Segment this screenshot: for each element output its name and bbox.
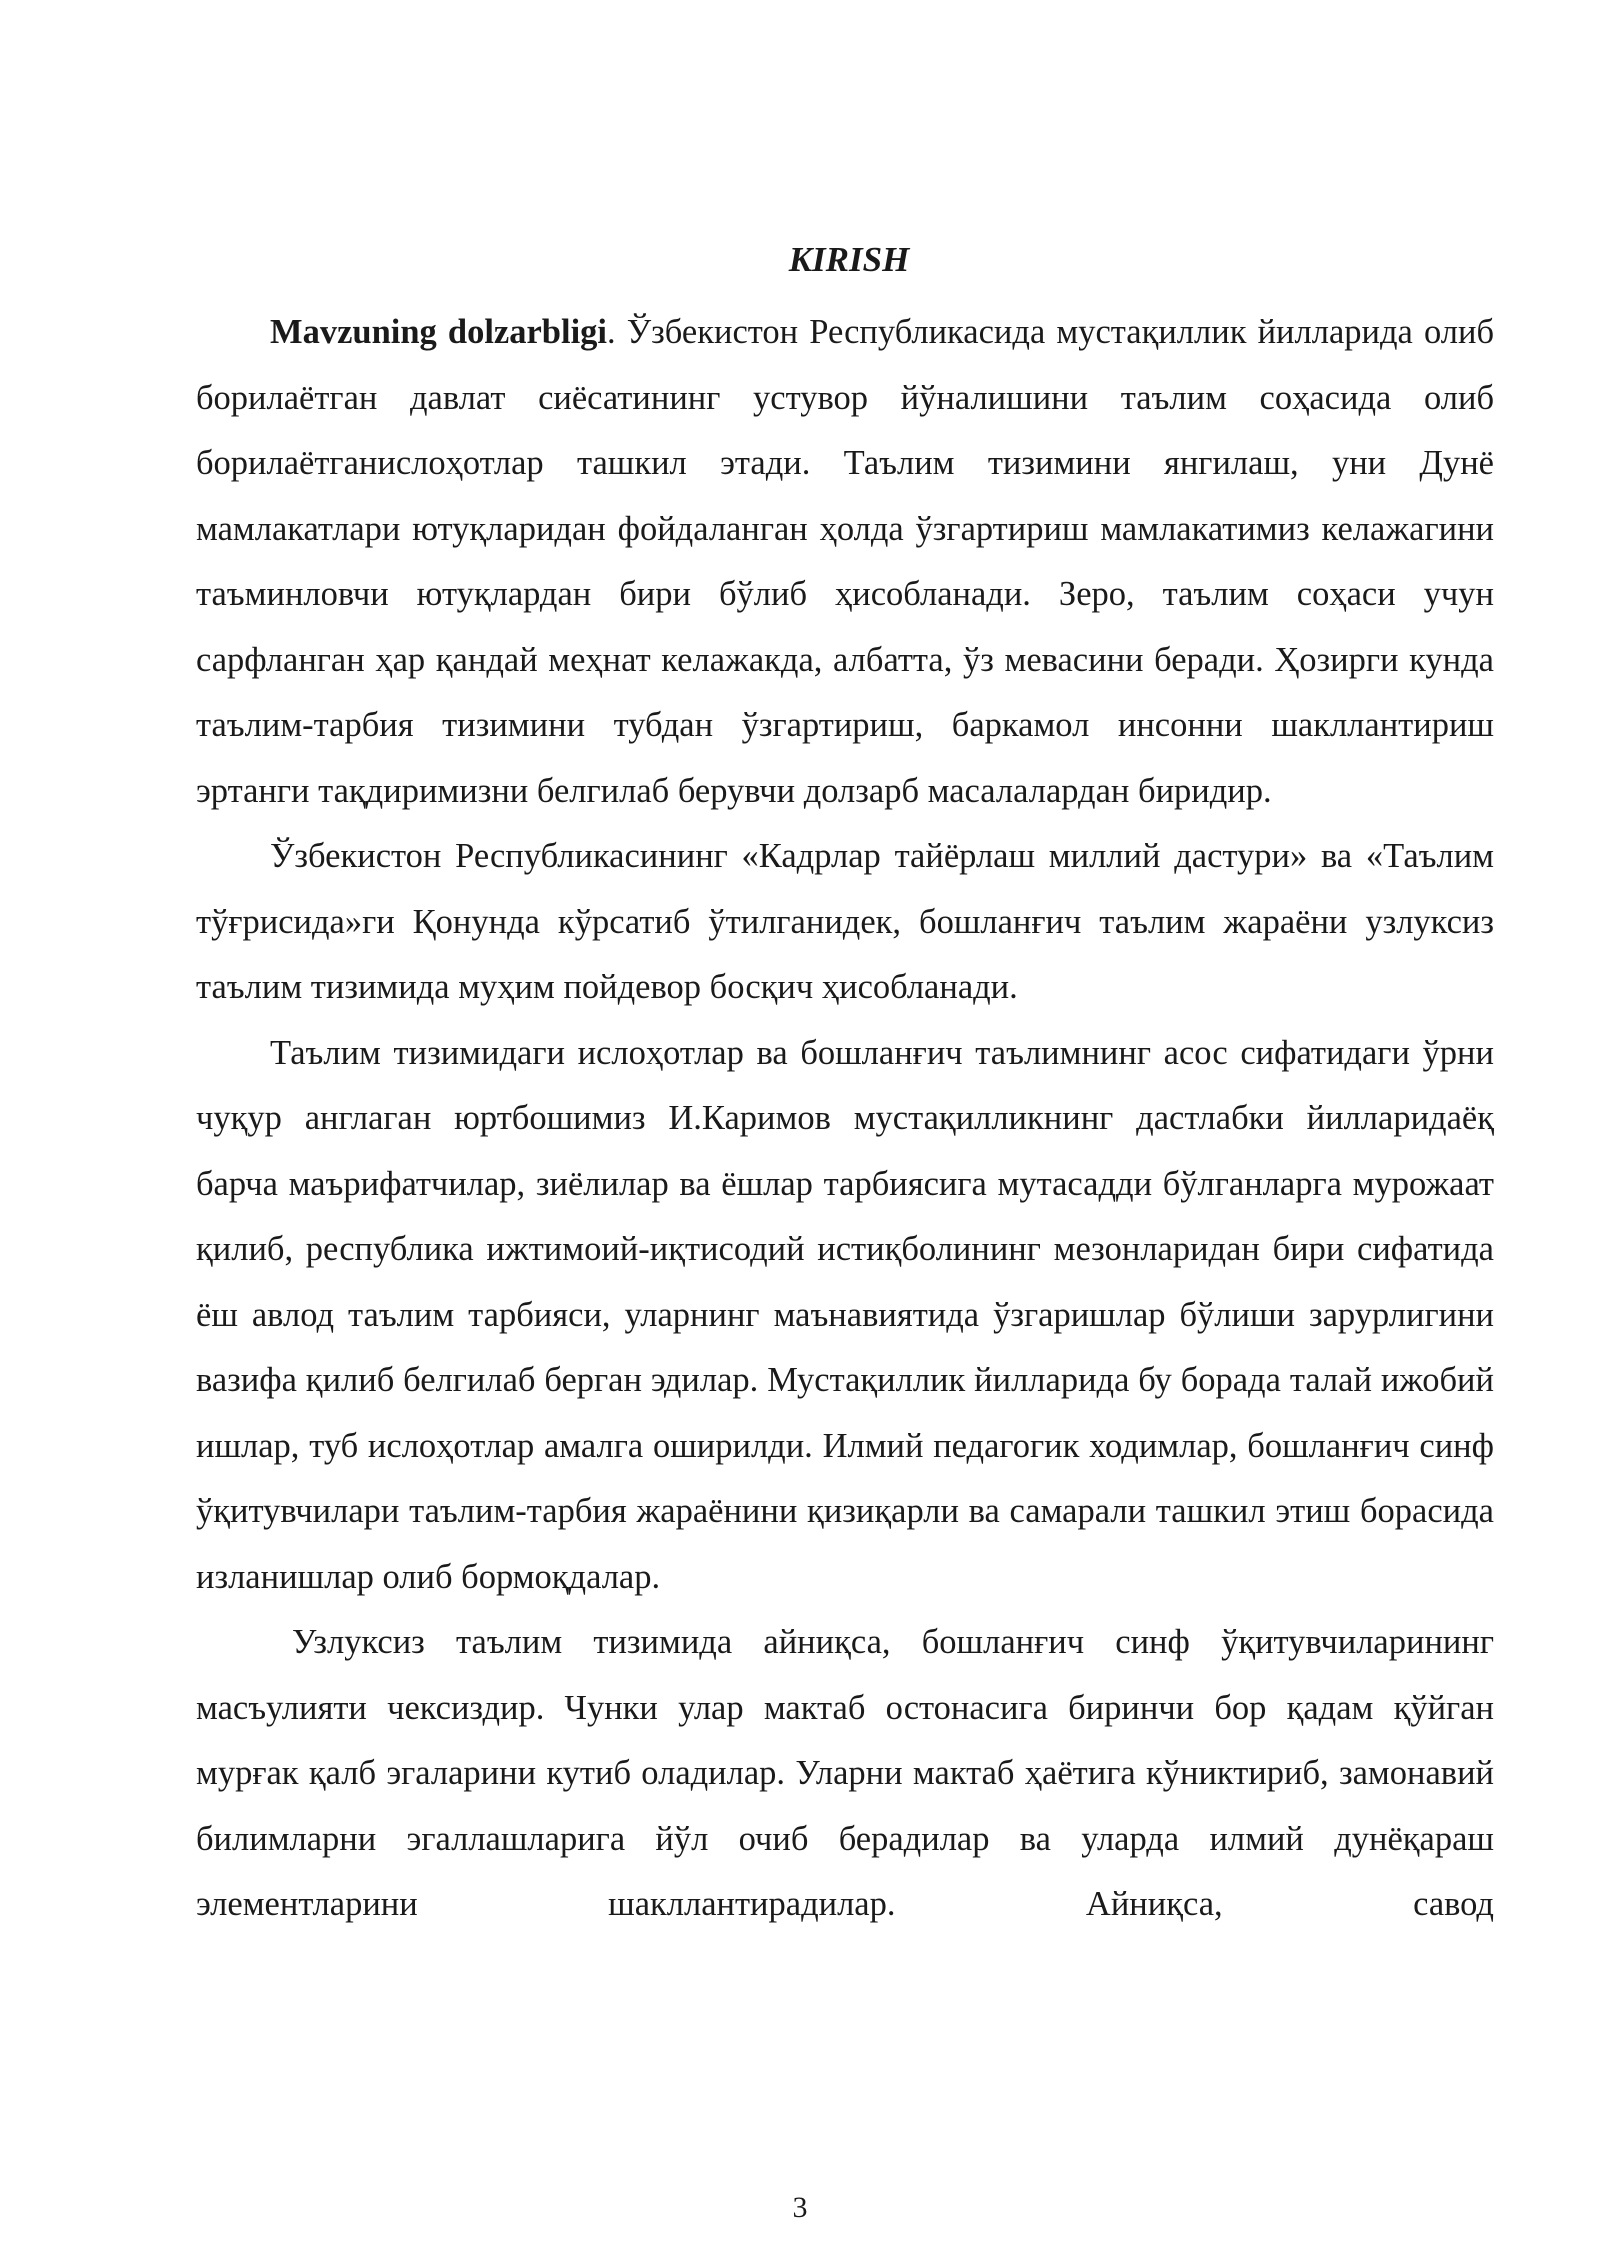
paragraph-lead: Mavzuning dolzarbligi [270,313,607,351]
page-number: 3 [792,2191,808,2224]
document-page [196,230,1494,1938]
paragraph-lead-punct: . [607,313,616,351]
paragraph-text: Ўзбекистон Республикасида мустақиллик йилларида олиб борилаётган давлат сиёсатининг устувор йўналишини таълим соҳасида олиб борилаётганислоҳотлар ташкил этади. Таълим тизимини янгилаш, уни Дунё мамлакатлари ютуқларидан фойдаланган ҳолда ўзгартириш мамлакатимиз келажагини таъминловчи ютуқлардан бири бўлиб ҳисобланади. Зеро, таълим соҳаси учун сарфланган ҳар қандай меҳнат келажакда, албатта, ўз мевасини беради. Ҳозирги кунда таълим-тарбия тизимини тубдан ўзгартириш, баркамол инсонни шакллантириш эртанги тақдиримизни белгилаб берувчи долзарб масалалардан биридир. [196,313,1494,810]
document-title: KIRISH [788,240,910,279]
paragraph-teachers: Узлуксиз таълим тизимида айниқса, бошланғич синф ўқитувчиларининг масъулияти чексиздир. Чунки улар мактаб остонасига биринчи бор қадам қўйган мурғак қалб эгаларини кутиб оладилар. Уларни мактаб ҳаётига кўниктириб, замонавий билимларни эгаллашларига йўл очиб берадилар ва уларда илмий дунёқараш элементларини шакллантирадилар. Айниқса, савод [196,1623,1494,1923]
paragraph-relevance [196,300,1494,824]
paragraph-law: Ўзбекистон Республикасининг «Кадрлар тайёрлаш миллий дастури» ва «Таълим тўғрисида»ги Қонунда кўрсатиб ўтилганидек, бошланғич таълим жараёни узлуксиз таълим тизимида муҳим пойдевор босқич ҳисобланади. [196,837,1494,1006]
paragraph-reforms: Таълим тизимидаги ислоҳотлар ва бошланғич таълимнинг асос сифатидаги ўрни чуқур англаган юртбошимиз И.Каримов мустақилликнинг дастлабки йилларидаёқ барча маърифатчилар, зиёлилар ва ёшлар тарбиясига мутасадди бўлганларга мурожаат қилиб, республика ижтимоий-иқтисодий истиқболининг мезонларидан бири сифатида ёш авлод таълим тарбияси, уларнинг маънавиятида ўзгаришлар бўлиши зарурлигини вазифа қилиб белгилаб берган эдилар. Мустақиллик йилларида бу борада талай ижобий ишлар, туб ислоҳотлар амалга оширилди. Илмий педагогик ходимлар, бошланғич синф ўқитувчилари таълим-тарбия жараёнини қизиқарли ва самарали ташкил этиш борасида изланишлар олиб бормоқдалар. [196,1033,1494,1596]
